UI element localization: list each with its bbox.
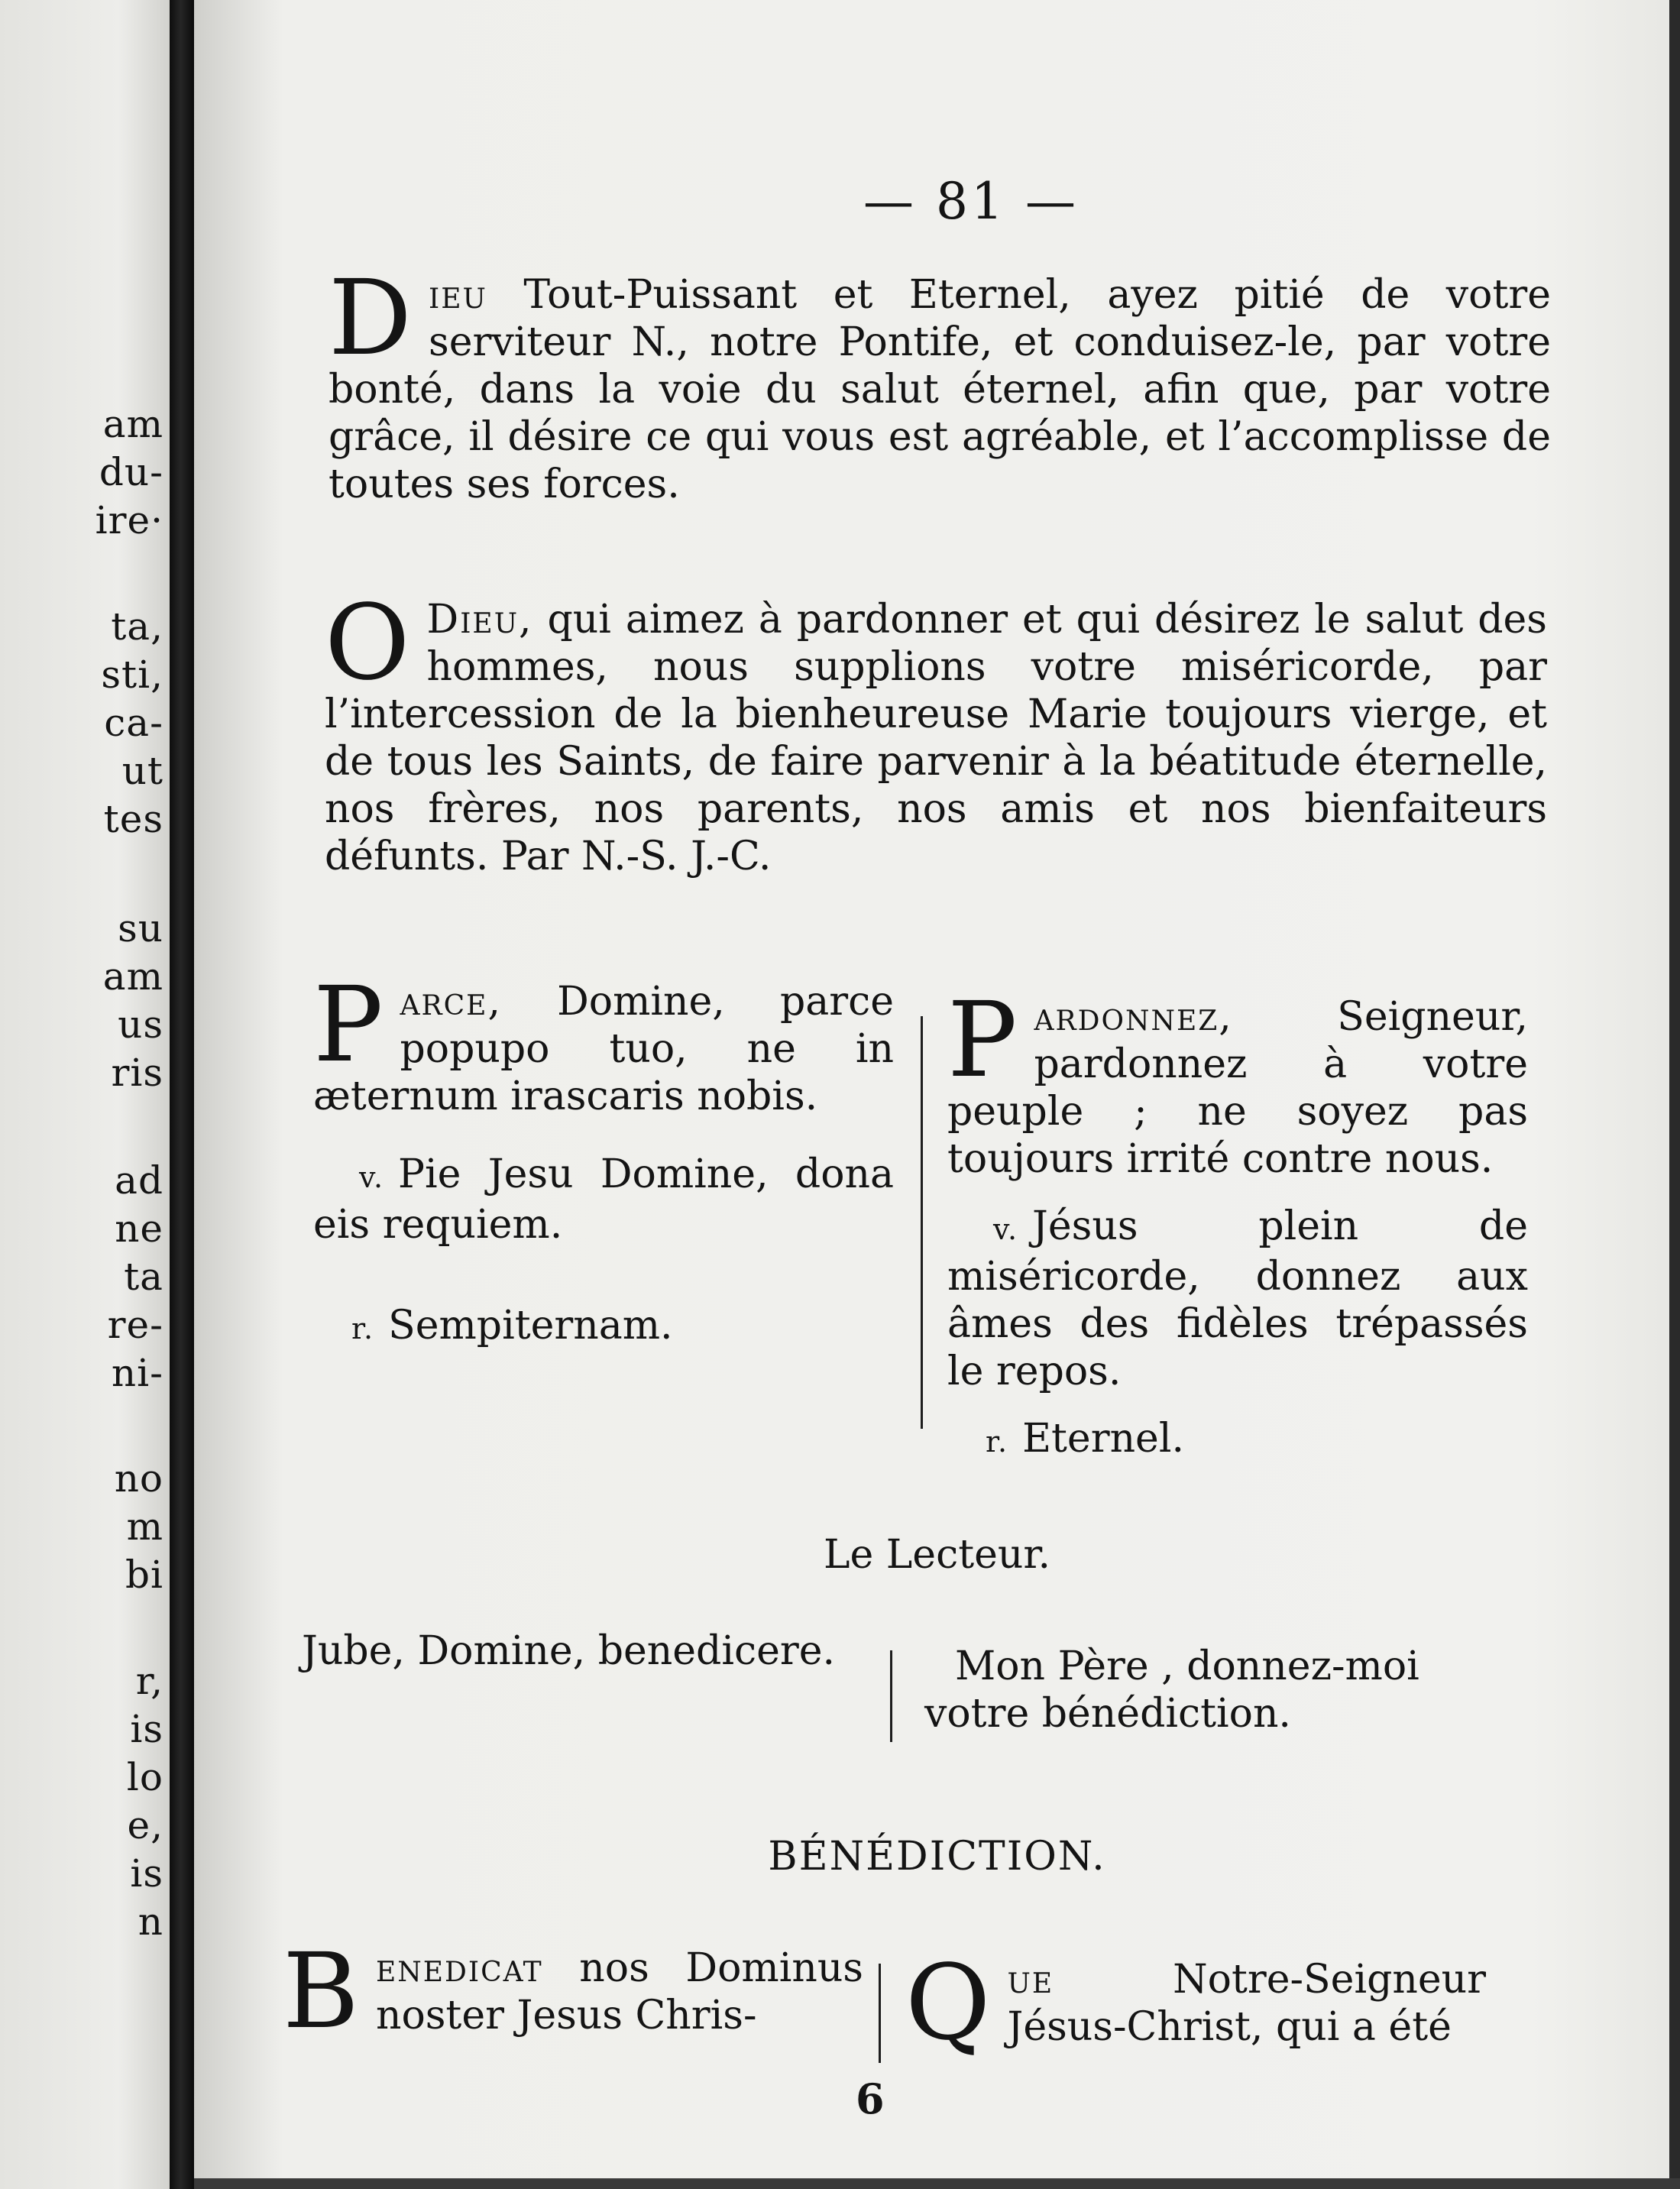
lead-word: Dieu,: [426, 597, 533, 643]
left-fragment: bi: [125, 1553, 163, 1597]
left-fragment: is: [130, 1851, 163, 1896]
drop-cap: B: [283, 1932, 359, 2052]
book-spine-shadow: [170, 0, 194, 2189]
left-fragment: sti,: [101, 652, 163, 697]
left-fragment: us: [118, 1002, 163, 1047]
column-divider: [921, 1016, 923, 1429]
prayer-for-pontiff: [329, 258, 1551, 508]
left-fragment: re-: [107, 1303, 163, 1347]
drop-cap: D: [329, 258, 413, 379]
benediction-french-text: Notre-Seigneur Jésus-Christ, qui a été: [1007, 1957, 1486, 2050]
lector-heading: Le Lecteur.: [823, 1532, 1051, 1578]
left-fragment: no: [114, 1456, 163, 1501]
left-fragment: n: [138, 1899, 163, 1944]
left-fragment: ris: [111, 1051, 163, 1095]
left-fragment: tes: [103, 797, 163, 841]
left-fragment: ca-: [104, 701, 163, 745]
benediction-heading: BÉNÉDICTION.: [768, 1834, 1106, 1880]
versicle-mark: v.: [359, 1161, 385, 1194]
drop-cap: Q: [905, 1943, 991, 2064]
french-column: [947, 980, 1528, 1485]
benediction-french: [905, 1943, 1486, 2064]
benediction-latin-text: nos Dominus noster Jesus Chris-: [375, 1945, 863, 2038]
drop-cap: P: [313, 965, 384, 1086]
left-fragment: ire·: [95, 498, 163, 542]
column-divider: [890, 1650, 892, 1742]
left-fragment: ne: [115, 1206, 163, 1251]
lead-word: ue: [1007, 1957, 1054, 2003]
left-fragment: ta,: [111, 604, 163, 649]
left-fragment: ni-: [111, 1351, 163, 1395]
left-fragment: lo: [126, 1755, 163, 1799]
prayer-for-departed: [325, 583, 1547, 880]
left-fragment: ut: [121, 749, 163, 793]
left-fragment: e,: [127, 1803, 163, 1847]
pardonnez-text: Seigneur, pardonnez à votre peuple ; ne soyez pas toujours irrité contre nous.: [947, 994, 1528, 1182]
left-fragment: am: [102, 402, 163, 446]
left-fragment: du-: [99, 450, 163, 494]
left-fragment: m: [126, 1504, 163, 1549]
response-text: Sempiternam.: [388, 1303, 673, 1349]
drop-cap: P: [947, 980, 1018, 1101]
lector-french-text: Mon Père , donnez-moi votre bénédiction.: [924, 1643, 1419, 1737]
versicle-text: Pie Jesu Domine, dona eis requiem.: [313, 1151, 894, 1248]
left-fragment: am: [102, 954, 163, 999]
lead-word: ardonnez,: [1034, 994, 1233, 1040]
drop-cap: O: [325, 583, 410, 704]
left-page-edge: [0, 0, 170, 2189]
lector-latin-text: Jube, Domine, benedicere.: [302, 1628, 836, 1674]
lector-latin: [302, 1627, 882, 1675]
column-divider: [879, 1964, 881, 2063]
page-number: — 81 —: [863, 172, 1079, 231]
parce-text: Domine, parce popupo tuo, ne in æternum irascaris nobis.: [313, 979, 894, 1119]
left-fragment: su: [118, 906, 163, 950]
prayer-text: qui aimez à pardonner et qui désirez le salut des hommes, nous supplions votre miséricorde, par l’intercession de la bienheureuse Marie toujours vierge, et de tous les Saints, de faire parvenir à la béatitude éternelle, nos frères, nos parents, nos amis et nos bienfaiteurs défunts. Par N.-S. J.-C.: [325, 597, 1547, 879]
bottom-edge-shadow: [194, 2178, 1680, 2189]
benediction-latin: [283, 1932, 863, 2052]
response-mark: r.: [351, 1312, 375, 1345]
lead-word: enedicat: [375, 1945, 543, 1991]
response-mark: r.: [986, 1425, 1009, 1459]
signature-mark: 6: [856, 2074, 885, 2123]
lead-word: arce,: [400, 979, 502, 1025]
left-fragment: is: [130, 1707, 163, 1751]
left-fragment: r,: [135, 1659, 163, 1703]
versicle-mark: v.: [993, 1213, 1019, 1246]
left-fragment: ad: [115, 1158, 163, 1203]
versicle-text: Jésus plein de miséricorde, donnez aux âmes des fidèles trépassés le repos.: [947, 1203, 1528, 1394]
left-fragment: ta: [124, 1255, 163, 1299]
lead-word: ieu: [429, 272, 487, 318]
response-text: Eternel.: [1022, 1416, 1184, 1462]
lector-french: [924, 1643, 1513, 1737]
prayer-text: Tout-Puissant et Eternel, ayez pitié de votre serviteur N., notre Pontife, et conduisez-le, par votre bonté, dans la voie du salut éternel, afin que, par votre grâce, il désire ce qui vous est agréable, et l’accomplisse de toutes ses forces.: [329, 272, 1551, 507]
latin-column: [313, 965, 894, 1372]
